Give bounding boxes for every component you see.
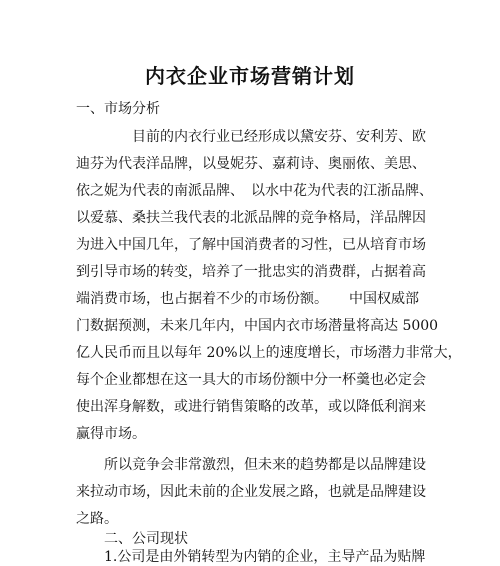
paragraph-line: 以爱慕、桑扶兰我代表的北派品牌的竞争格局，洋品牌因 (76, 210, 426, 226)
paragraph-line: 所以竞争会非常激烈，但未来的趋势都是以品牌建设 (104, 457, 426, 473)
paragraph-line: 依之妮为代表的南派品牌、 以水中花为代表的江浙品牌、 (76, 183, 433, 199)
paragraph-line: 来拉动市场，因此未前的企业发展之路，也就是品牌建设 (76, 484, 426, 500)
paragraph-line: 赢得市场。 (76, 426, 146, 442)
paragraph-line: 目前的内衣行业已经形成以黛安芬、安利芳、欧 (132, 129, 426, 145)
paragraph-line: 端消费市场，也占据着不少的市场份额。 中国权威部 (76, 291, 419, 307)
paragraph-line: 之路。 (76, 511, 118, 527)
paragraph-line: 为进入中国几年，了解中国消费者的习性，已从培育市场 (76, 237, 426, 253)
section-heading-company-status: 二、公司现状 (104, 531, 188, 547)
paragraph-line: 迪芬为代表洋品牌，以曼妮芬、嘉莉诗、奥丽侬、美思、 (76, 156, 426, 172)
document-title: 内衣企业市场营销计划 (145, 64, 355, 88)
section-heading-market-analysis: 一、市场分析 (76, 101, 160, 117)
paragraph-line: 到引导市场的转变，培养了一批忠实的消费群，占据着高 (76, 264, 426, 280)
paragraph-line: 门数据预测，未来几年内，中国内衣市场潜量将高达 5000 (76, 318, 439, 334)
paragraph-line: 每个企业都想在这一具大的市场份额中分一杯羹也必定会 (76, 372, 426, 388)
list-item-line: 1.公司是由外销转型为内销的企业，主导产品为贴牌 (104, 549, 426, 565)
paragraph-line: 使出浑身解数，或进行销售策略的改革，或以降低利润来 (76, 399, 426, 415)
paragraph-line: 亿人民币而且以每年 20%以上的速度增长，市场潜力非常大， (76, 345, 462, 361)
